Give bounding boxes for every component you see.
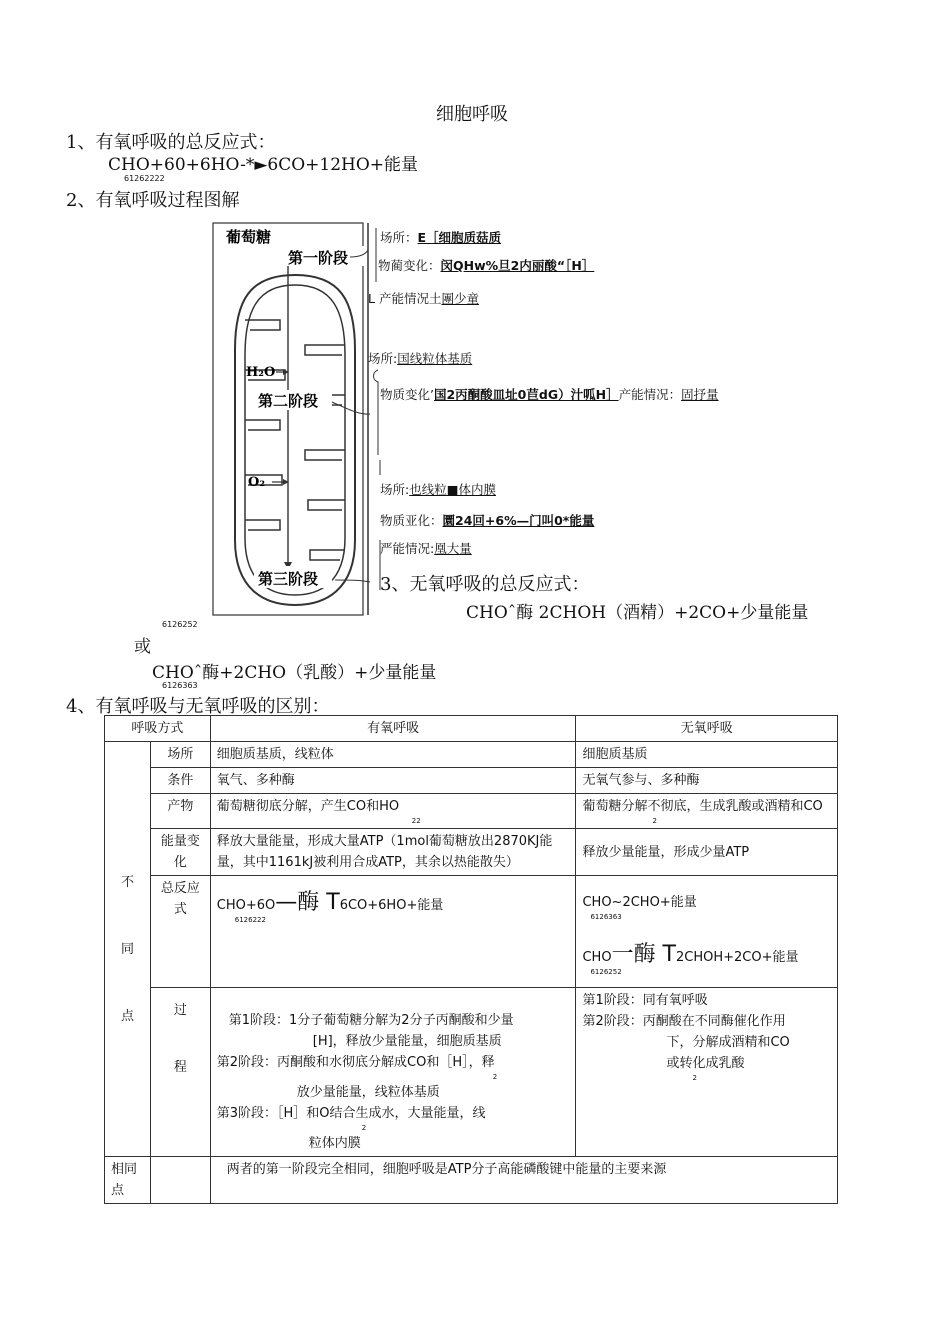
- h2o-label: H₂O: [246, 365, 276, 380]
- row-process-anaerobic: 第1阶段：同有氧呼吸 第2阶段：丙酮酸在不同酶催化作用 下，分解成酒精和CO 或转化成乳酸 2: [576, 988, 838, 1157]
- comparison-table: [104, 715, 838, 1204]
- stage1-energy: L 产能情况土團少童: [368, 291, 479, 306]
- stage1-site: 场所：E［细胞质菇质: [380, 230, 502, 245]
- annotation-brackets: [368, 220, 388, 620]
- table-row: [105, 988, 838, 1157]
- alcohol-equation-subscripts: 6126252: [162, 620, 198, 629]
- stage3-label: 第三阶段: [258, 570, 319, 588]
- aerobic-equation-subscripts: 61262222: [124, 174, 165, 183]
- same-points-key: 相同点: [105, 1157, 151, 1204]
- stage2-label: 第二阶段: [258, 392, 319, 410]
- section-1-heading: 1、有氧呼吸的总反应式：: [66, 132, 276, 153]
- lactic-equation-subscripts: 6126363: [162, 681, 198, 690]
- row-condition-anaerobic: 无氧气参与、多种酶: [576, 768, 838, 794]
- table-row: [105, 829, 838, 876]
- row-condition-aerobic: 氧气、多种酶: [210, 768, 576, 794]
- section-4-heading: 4、有氧呼吸与无氧呼吸的区别：: [66, 696, 330, 717]
- stage3-energy: 严能情况:凰大量: [380, 541, 472, 556]
- table-row: [105, 1157, 838, 1204]
- row-process-aerobic: 第1阶段：1分子葡萄糖分解为2分子丙酮酸和少量 [H]，释放少量能量，细胞质基质 第2阶段：丙酮酸和水彻底分解成CO和［H］，释 2 放少量能量，线粒体基质 第3阶段：［H］和O结合生成水，大量能量，线 2 粒体内膜: [210, 988, 576, 1157]
- header-anaerobic: 无氧呼吸: [576, 716, 838, 742]
- row-product-anaerobic: 葡萄糖分解不彻底，生成乳酸或酒精和CO 2: [576, 794, 838, 829]
- row-condition-key: 条件: [150, 768, 210, 794]
- row-product-aerobic: 葡萄糖彻底分解，产生CO和HO 22: [210, 794, 576, 829]
- glucose-label: 葡萄糖: [226, 228, 272, 246]
- row-energy-anaerobic: 释放少量能量，形成少量ATP: [576, 829, 838, 876]
- same-points-empty: [150, 1157, 210, 1204]
- same-points-text: 两者的第一阶段完全相同，细胞呼吸是ATP分子高能磷酸键中能量的主要来源: [210, 1157, 837, 1204]
- section-2-heading: 2、有氧呼吸过程图解: [66, 190, 240, 211]
- differences-label: 不 同 点: [105, 742, 151, 1157]
- table-row: [105, 768, 838, 794]
- mitochondrion-diagram: [210, 220, 380, 620]
- row-site-key: 场所: [150, 742, 210, 768]
- row-site-aerobic: 细胞质基质，线粒体: [210, 742, 576, 768]
- row-process-key: 过 程: [150, 988, 210, 1157]
- header-type: 呼吸方式: [105, 716, 211, 742]
- row-energy-aerobic: 释放大量能量，形成大量ATP（1mol葡萄糖放出2870KJ能量，其中1161kJ被利用合成ATP，其余以热能散失）: [210, 829, 576, 876]
- lactic-fermentation-equation: CHOˆ酶+2CHO（乳酸）+少量能量: [152, 663, 437, 683]
- stage3-site: 场所:也线粒■体内膜: [380, 482, 497, 497]
- row-equation-key: 总反应式: [150, 876, 210, 988]
- table-row: [105, 794, 838, 829]
- row-equation-aerobic: CHO+6O—酶 T6CO+6HO+能量 6126222: [210, 876, 576, 988]
- table-header-row: [105, 716, 838, 742]
- stage3-matter-change: 物质亚化：圜24回+6%—门叫0*能量: [380, 513, 595, 528]
- stage2-site: 场所:国线粒体基质: [368, 351, 473, 366]
- row-site-anaerobic: 细胞质基质: [576, 742, 838, 768]
- or-text: 或: [134, 637, 151, 657]
- header-aerobic: 有氧呼吸: [210, 716, 576, 742]
- section-3-heading: 3、无氧呼吸的总反应式：: [380, 574, 590, 595]
- alcohol-fermentation-equation: CHOˆ酶 2CHOH（酒精）+2CO+少量能量: [466, 603, 809, 623]
- table-row: [105, 876, 838, 988]
- table-row: [105, 742, 838, 768]
- o2-label: O₂: [248, 475, 266, 490]
- stage2-matter-change: 物质变化’国2丙酮酸皿址0苣dG）汁呱H］产能情况：固抒量: [380, 387, 719, 402]
- row-equation-anaerobic: CHO~2CHO+能量 6126363 CHO一酶 T2CHOH+2CO+能量 6126252: [576, 876, 838, 988]
- stage1-matter-change: 物蔺变化：闵QHw%旦2内丽酸“［H］: [378, 258, 595, 273]
- row-energy-key: 能量变化: [150, 829, 210, 876]
- page-title: 细胞呼吸: [436, 104, 508, 125]
- row-product-key: 产物: [150, 794, 210, 829]
- stage1-label: 第一阶段: [288, 249, 349, 267]
- aerobic-equation: CHO+60+6HO-*►6CO+12HO+能量: [108, 155, 419, 175]
